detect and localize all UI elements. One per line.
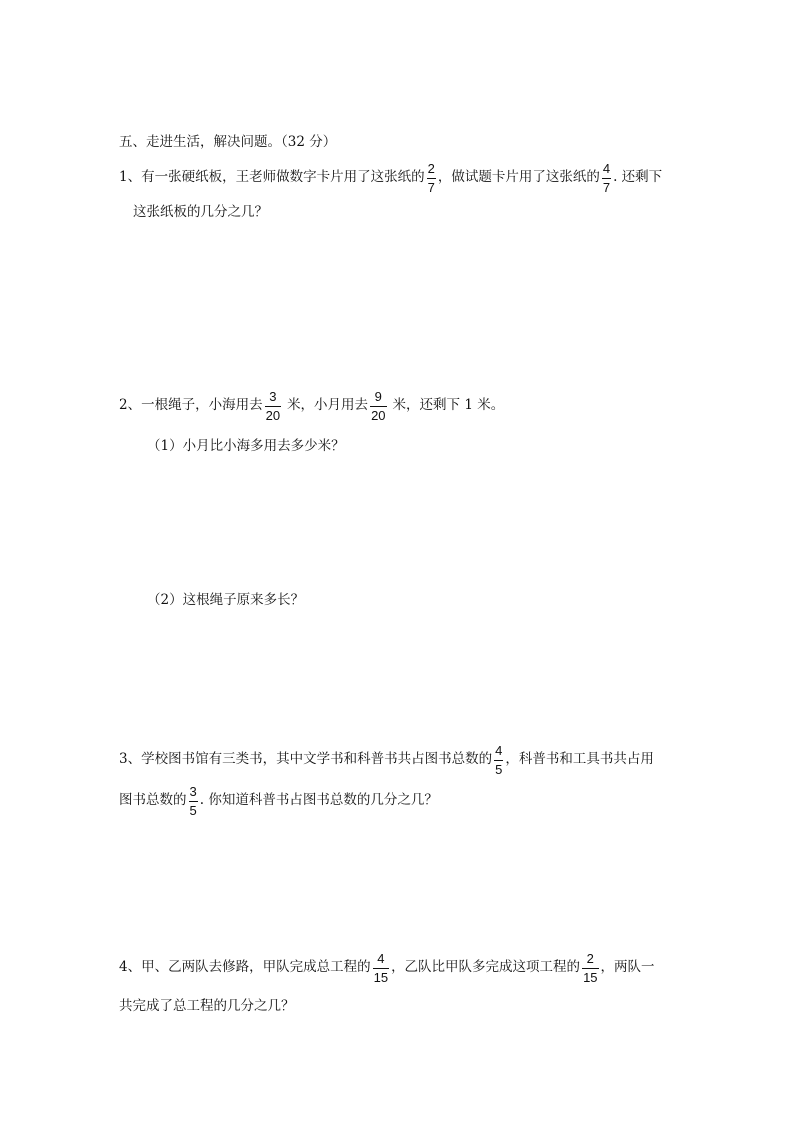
fraction-3-20: $\frac{3}{20}$	[265, 389, 281, 423]
question-4-text-mid: ，乙队比甲队多完成这项工程的	[391, 959, 581, 976]
fraction-9-20: $\frac{9}{20}$	[371, 389, 386, 423]
question-2	[119, 390, 504, 422]
fraction-3-5: $\frac{3}{5}$	[189, 784, 197, 818]
fraction-4-15: $\frac{4}{15}$	[373, 951, 389, 985]
question-4-text-start: 4、甲、乙两队去修路，甲队完成总工程的	[119, 959, 371, 976]
question-4	[119, 952, 655, 984]
question-3-line-2: 图书总数的 $\frac{3}{5}$ . 你知道科普书占图书总数的几分之几？	[119, 784, 438, 818]
fraction-2-7: $\frac{2}{7}$	[427, 161, 435, 195]
question-2-sub-2: （2）这根绳子原来多长？	[147, 592, 305, 608]
question-1-text-mid: ，做试题卡片用了这张纸的	[437, 169, 600, 186]
question-2-text-end: 米，还剩下 1 米。	[392, 397, 505, 414]
question-2-text-start: 2、一根绳子，小海用去	[119, 397, 263, 414]
question-3-text-end: ，科普书和工具书共占用	[505, 751, 654, 768]
question-4-line-2: 共完成了总工程的几分之几？	[119, 998, 295, 1014]
question-1-text-start: 1、有一张硬纸板，王老师做数字卡片用了这张纸的	[119, 169, 425, 186]
question-1-text-end: . 还剩下	[613, 169, 663, 186]
fraction-2-15: $\frac{2}{15}$	[583, 951, 598, 985]
question-3-text-start: 3、学校图书馆有三类书，其中文学书和科普书共占图书总数的	[119, 751, 493, 768]
question-2-text-mid: 米，小月用去	[287, 397, 369, 414]
fraction-4-5: $\frac{4}{5}$	[495, 743, 503, 777]
question-4-text-end: ，两队一	[600, 959, 655, 976]
question-2-sub-1: （1）小月比小海多用去多少米？	[147, 438, 345, 454]
question-3	[119, 744, 654, 776]
section-title: 五、走进生活，解决问题。（32 分）	[119, 134, 337, 150]
question-1	[119, 162, 662, 194]
question-1-line-2: 这张纸板的几分之几？	[133, 204, 268, 220]
fraction-4-7: $\frac{4}{7}$	[602, 161, 611, 195]
